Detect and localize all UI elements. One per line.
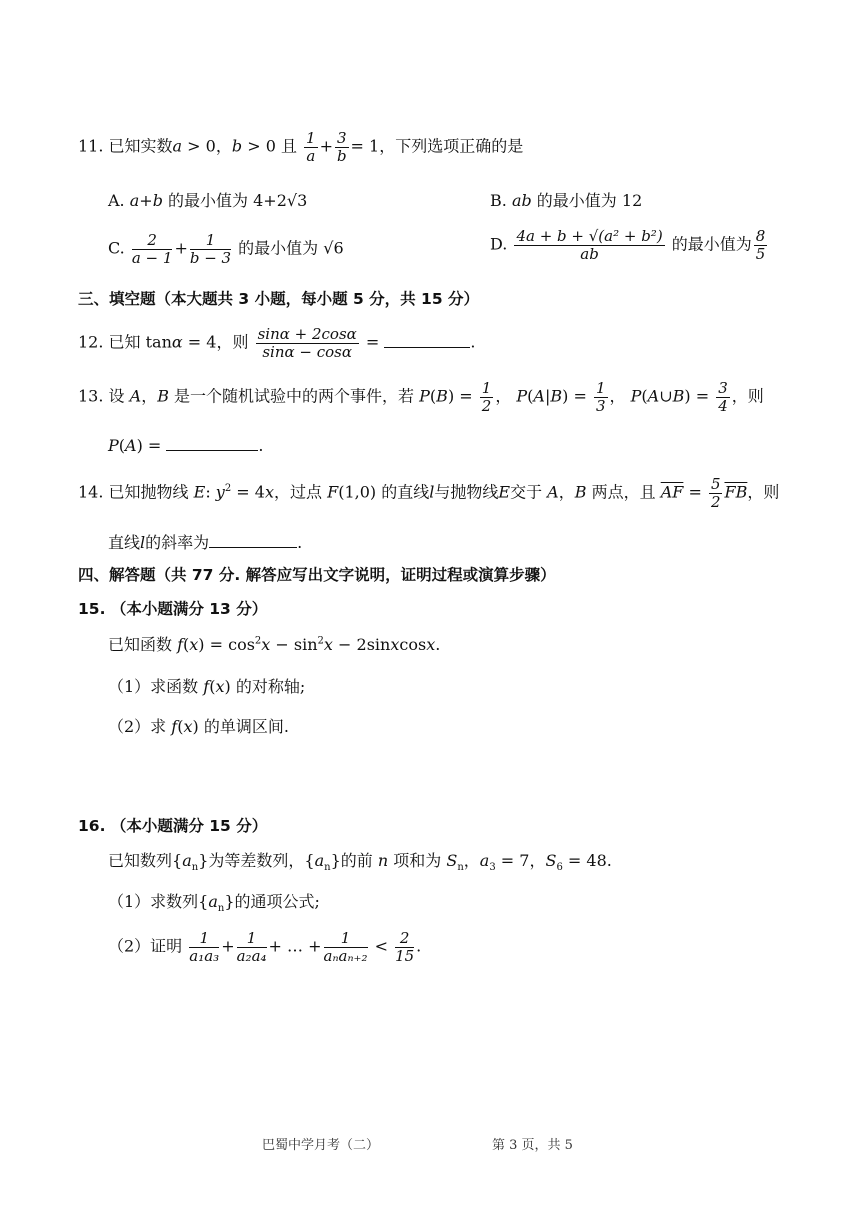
q11-option-a: A. a+b 的最小值为 4+2√3 [108,191,308,210]
question-12: 12. 已知 tanα = 4，则 $\frac{\sin\alpha + 2\cos\alpha}{\sin\alpha - \cos\alpha}$ = . [78,325,476,361]
q15-part-1: （1）求函数 f(x) 的对称轴; [108,677,306,696]
q11-number: 11. [78,136,104,156]
footer-page-number: 第 3 页，共 5 [492,1138,573,1153]
question-14-line2: 直线l的斜率为 . [108,533,303,552]
question-11-stem: 11. 已知实数a > 0，b > 0 且 $\frac{1}{a}$ + $\frac{3}{b}$ = 1，下列选项正确的是 [78,129,524,165]
q11-option-d: D. $\frac{\text{4a + b + √(a² + b²)}}{ab}$ 的最小值为 $\frac{8}{5}$ [490,227,766,263]
section-4-heading: 四、解答题（共 77 分. 解答应写出文字说明，证明过程或演算步骤） [78,566,556,584]
q12-answer-blank[interactable] [384,347,470,348]
q11-option-b: B. ab 的最小值为 12 [490,191,643,210]
q15-stem: 已知函数 $f(x) = \cos^2x - \sin^2x$ − 2sinxcosx. [108,635,441,654]
question-14-line1: 14. 已知抛物线 E: $y^2 = 4x$，过点 F(1,0) 的直线l与抛物线E交于 A，B 两点，且 $\overline{AF}$ = $\frac{5}{2}$ $\overline{FB}$，则 [78,475,780,511]
q16-part-1: （1）求数列$\{a_n\}$的通项公式; [108,892,320,915]
q15-part-2: （2）求 f(x) 的单调区间. [108,717,289,736]
footer-exam-name: 巴蜀中学月考（二） [262,1138,380,1153]
q16-stem: 已知数列$\{a_n\}$为等差数列，$\{a_n\}$的前 n 项和为 $S_n$，$a_3 = 7$，$S_6 = 48$. [108,851,612,874]
q16-title: 16. （本小题满分 15 分） [78,817,268,835]
question-13-line2: P(A) = . [108,436,264,455]
q14-answer-blank[interactable] [209,547,297,548]
q13-answer-blank[interactable] [166,450,258,451]
q16-part-2: （2）证明 $\frac{1}{\text{a₁a₃}}$ + $\frac{1}{\text{a₂a₄}}$ + … + $\frac{1}{\text{aₙaₙ₊₂}}$ < $\frac{2}{15}$ . [108,929,422,965]
question-13-line1: 13. 设 A，B 是一个随机试验中的两个事件，若 P(B) = $\frac{1}{2}$ ， P(A|B) = $\frac{1}{3}$ ， P(A∪B) = $\frac{3}{4}$ ，则 [78,379,764,415]
q15-title: 15. （本小题满分 13 分） [78,600,268,618]
section-3-heading: 三、填空题（本大题共 3 小题，每小题 5 分，共 15 分） [78,290,480,308]
q11-option-c: C. $\frac{2}{a - 1}$ + $\frac{1}{b - 3}$ 的最小值为 √6 [108,231,344,267]
